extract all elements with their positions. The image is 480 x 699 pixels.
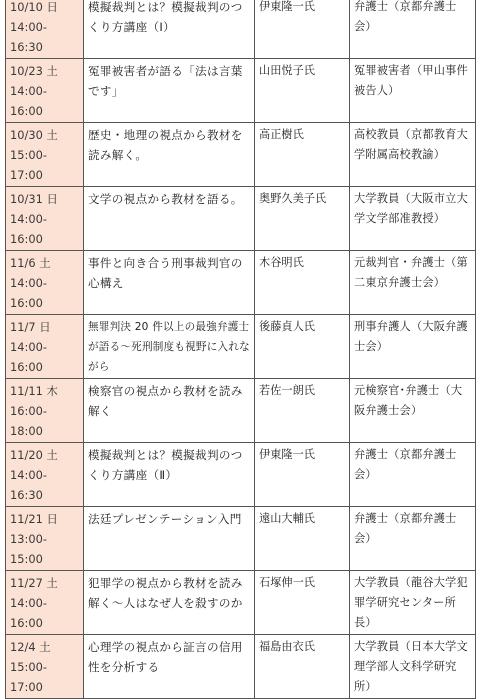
session-date: 11/11 木: [10, 384, 58, 398]
speaker-cell: 福島由衣氏: [255, 635, 350, 699]
date-cell: [6, 379, 84, 443]
topic-cell: 法廷プレゼンテーション入門: [84, 507, 255, 571]
topic-cell: 無罪判決 20 件以上の最強弁護士が語る～死刑制度も視野に入れながら: [84, 315, 255, 379]
session-date: 10/10 日: [10, 0, 58, 14]
session-time: 14:00-16:00: [10, 84, 47, 118]
role-cell: 弁護士（京都弁護士会）: [350, 507, 476, 571]
schedule-row: [6, 315, 476, 379]
date-cell: [6, 507, 84, 571]
topic-cell: 検察官の視点から教材を読み解く: [84, 379, 255, 443]
session-time: 14:00-16:30: [10, 468, 47, 502]
speaker-cell: 若佐一朗氏: [255, 379, 350, 443]
role-cell: 大学教員（日本大学文理学部人文科学研究所）: [350, 635, 476, 699]
role-cell: 高校教員（京都教育大学附属高校教諭）: [350, 123, 476, 187]
schedule-row: [6, 379, 476, 443]
session-date: 12/4 土: [10, 640, 51, 654]
date-cell: [6, 251, 84, 315]
speaker-cell: 石塚伸一氏: [255, 571, 350, 635]
role-cell: 大学教員（龍谷大学犯罪学研究センター所長）: [350, 571, 476, 635]
session-date: 10/23 土: [10, 64, 58, 78]
topic-cell: 心理学の視点から証言の信用性を分析する: [84, 635, 255, 699]
role-cell: 元裁判官・弁護士（第二東京弁護士会）: [350, 251, 476, 315]
session-time: 14:00-16:30: [10, 20, 47, 54]
schedule-row: [6, 571, 476, 635]
speaker-cell: 奥野久美子氏: [255, 187, 350, 251]
role-cell: 刑事弁護人（大阪弁護士会）: [350, 315, 476, 379]
schedule-row: [6, 123, 476, 187]
date-cell: [6, 0, 84, 59]
session-time: 14:00-16:00: [10, 596, 47, 630]
role-cell: 冤罪被害者（甲山事件被告人）: [350, 59, 476, 123]
date-cell: [6, 123, 84, 187]
schedule-row: [6, 251, 476, 315]
date-cell: [6, 635, 84, 699]
session-time: 14:00-16:00: [10, 212, 47, 246]
topic-cell: 事件と向き合う刑事裁判官の心構え: [84, 251, 255, 315]
date-cell: [6, 571, 84, 635]
speaker-cell: 高正樹氏: [255, 123, 350, 187]
schedule-body: [6, 0, 476, 699]
schedule-row: [6, 507, 476, 571]
date-cell: [6, 443, 84, 507]
role-cell: 元検察官･弁護士（大阪弁護士会）: [350, 379, 476, 443]
role-cell: 弁護士（京都弁護士会）: [350, 443, 476, 507]
speaker-cell: 伊東隆一氏: [255, 443, 350, 507]
date-cell: [6, 315, 84, 379]
session-date: 10/30 土: [10, 128, 58, 142]
topic-cell: 模擬裁判とは？模擬裁判のつくり方講座（Ⅱ）: [84, 443, 255, 507]
session-time: 13:00-15:00: [10, 532, 47, 566]
topic-cell: 模擬裁判とは？模擬裁判のつくり方講座（Ⅰ）: [84, 0, 255, 59]
session-date: 11/20 土: [10, 448, 58, 462]
speaker-cell: 遠山大輔氏: [255, 507, 350, 571]
topic-cell: 冤罪被害者が語る「法は言葉です」: [84, 59, 255, 123]
topic-cell: 文学の視点から教材を語る。: [84, 187, 255, 251]
session-time: 14:00-16:00: [10, 276, 47, 310]
speaker-cell: 伊東隆一氏: [255, 0, 350, 59]
role-cell: 大学教員（大阪市立大学文学部准教授）: [350, 187, 476, 251]
session-time: 14:00-16:00: [10, 340, 47, 374]
session-date: 11/27 土: [10, 576, 58, 590]
topic-cell: 歴史・地理の視点から教材を読み解く。: [84, 123, 255, 187]
speaker-cell: 後藤貞人氏: [255, 315, 350, 379]
session-time: 15:00-17:00: [10, 660, 47, 694]
schedule-row: [6, 635, 476, 699]
session-time: 16:00-18:00: [10, 404, 47, 438]
session-date: 11/21 日: [10, 512, 58, 526]
topic-cell: 犯罪学の視点から教材を読み解く～人はなぜ人を殺すのか: [84, 571, 255, 635]
schedule-row: [6, 0, 476, 59]
role-cell: 弁護士（京都弁護士会）: [350, 0, 476, 59]
date-cell: [6, 187, 84, 251]
schedule-row: [6, 59, 476, 123]
lecture-schedule-table: [5, 0, 476, 699]
schedule-row: [6, 187, 476, 251]
speaker-cell: 木谷明氏: [255, 251, 350, 315]
session-date: 10/31 日: [10, 192, 58, 206]
speaker-cell: 山田悦子氏: [255, 59, 350, 123]
schedule-row: [6, 443, 476, 507]
session-date: 11/6 土: [10, 256, 51, 270]
date-cell: [6, 59, 84, 123]
session-time: 15:00-17:00: [10, 148, 47, 182]
session-date: 11/7 日: [10, 320, 51, 334]
